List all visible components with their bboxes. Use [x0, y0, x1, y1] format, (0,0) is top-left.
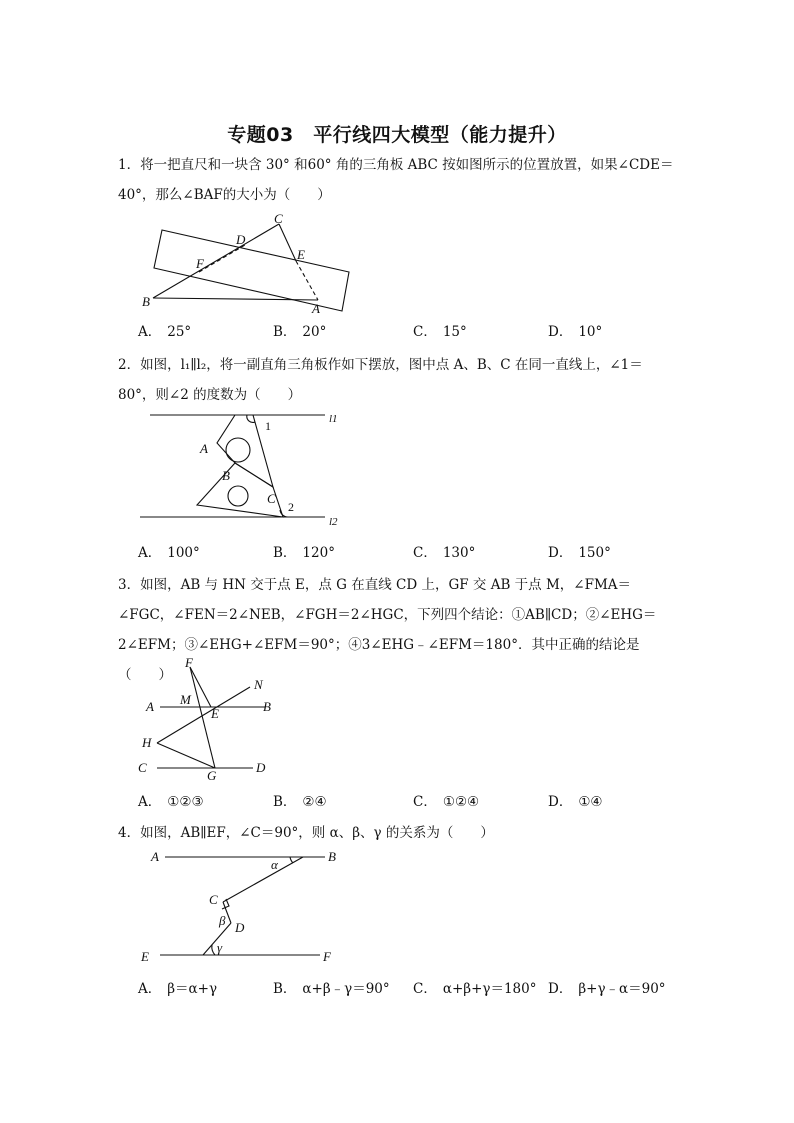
- fig3-label-f: F: [185, 655, 193, 670]
- q2-option-a[interactable]: A． 100°: [138, 545, 200, 561]
- fig2-label-2: 2: [288, 500, 294, 514]
- fig3-label-n: N: [254, 677, 263, 692]
- question-3-options: [138, 790, 698, 810]
- q3-option-c[interactable]: C． ①②④: [413, 794, 480, 810]
- q3-option-a[interactable]: A． ①②③: [138, 794, 204, 810]
- q1-option-c[interactable]: C． 15°: [413, 324, 467, 340]
- fig3-label-g: G: [207, 768, 217, 783]
- q1-option-d[interactable]: D． 10°: [548, 324, 603, 340]
- question-4: [118, 818, 678, 848]
- fig3-label-b: B: [263, 699, 271, 714]
- q2-option-c[interactable]: C． 130°: [413, 545, 476, 561]
- fig2-label-l2: l2: [329, 516, 338, 528]
- question-1-options: [138, 320, 698, 340]
- question-2-stem: 2．如图，l₁∥l₂，将一副直角三角板作如下摆放，图中点 A、B、C 在同一直线上，∠1＝80°，则∠2 的度数为（ ）: [118, 357, 643, 403]
- fig4-label-e: E: [141, 949, 149, 964]
- fig3-label-m: M: [180, 692, 191, 707]
- fig3-label-e: E: [211, 706, 219, 721]
- fig3-label-h: H: [142, 735, 152, 750]
- question-1-figure: [135, 210, 365, 320]
- fig2-label-l1: l1: [329, 413, 338, 425]
- fig3-label-c: C: [138, 760, 147, 775]
- fig3-label-a: A: [146, 699, 154, 714]
- question-4-options: [138, 977, 698, 997]
- question-1-stem: 1．将一把直尺和一块含 30° 和60° 角的三角板 ABC 按如图所示的位置放置，如果∠CDE＝40°，那么∠BAF的大小为（ ）: [118, 157, 674, 203]
- fig2-label-1: 1: [265, 419, 271, 433]
- question-4-stem: 4．如图，AB∥EF，∠C＝90°，则 α、β、γ 的关系为（ ）: [118, 825, 494, 841]
- fig4-label-alpha: α: [271, 857, 278, 872]
- question-1: [118, 150, 678, 210]
- fig4-label-b: B: [328, 849, 336, 864]
- q4-option-c[interactable]: C． α+β+γ＝180°: [413, 981, 537, 997]
- question-2: [118, 350, 678, 410]
- fig1-label-e: E: [297, 247, 305, 262]
- q3-option-d[interactable]: D． ①④: [548, 794, 603, 810]
- fig4-label-gamma: γ: [217, 940, 223, 955]
- fig1-label-f: F: [196, 256, 204, 271]
- q4-option-b[interactable]: B． α+β﹣γ＝90°: [273, 981, 390, 997]
- fig4-label-c: C: [209, 892, 218, 907]
- fig4-label-f: F: [323, 949, 331, 964]
- line-hn: [157, 687, 250, 743]
- fig1-label-c: C: [274, 211, 283, 226]
- q2-option-b[interactable]: B． 120°: [273, 545, 335, 561]
- q1-option-b[interactable]: B． 20°: [273, 324, 327, 340]
- fig2-label-c: C: [267, 491, 276, 506]
- fig4-label-a: A: [151, 849, 159, 864]
- q3-option-b[interactable]: B． ②④: [273, 794, 327, 810]
- fig4-label-beta: β: [219, 913, 226, 928]
- question-2-options: [138, 541, 698, 561]
- q1-option-a[interactable]: A． 25°: [138, 324, 192, 340]
- fig2-label-a: A: [200, 441, 208, 456]
- question-3-stem: 3．如图，AB 与 HN 交于点 E，点 G 在直线 CD 上，GF 交 AB 于点 M，∠FMA＝∠FGC，∠FEN＝2∠NEB，∠FGH＝2∠HGC，下列四个结论：①AB∥CD；②∠EHG＝2∠EFM；③∠EHG+∠EFM＝90°；④3∠EHG﹣∠EFM＝180°．其中正确的结论是（ ）: [118, 577, 657, 683]
- question-3-figure: [135, 655, 285, 785]
- q2-option-d[interactable]: D． 150°: [548, 545, 611, 561]
- fig1-label-d: D: [236, 232, 246, 247]
- page-title: 专题03 平行线四大模型（能力提升）: [227, 124, 567, 146]
- question-2-figure: [135, 405, 355, 530]
- q4-option-d[interactable]: D． β+γ﹣α＝90°: [548, 981, 666, 997]
- fig4-label-d: D: [235, 920, 245, 935]
- fig1-label-b: B: [142, 294, 150, 309]
- q4-option-a[interactable]: A． β＝α+γ: [138, 981, 218, 997]
- fig2-label-b: B: [222, 468, 230, 483]
- fig3-label-d: D: [256, 760, 266, 775]
- question-4-figure: [135, 845, 355, 970]
- fig1-label-a: A: [312, 301, 320, 316]
